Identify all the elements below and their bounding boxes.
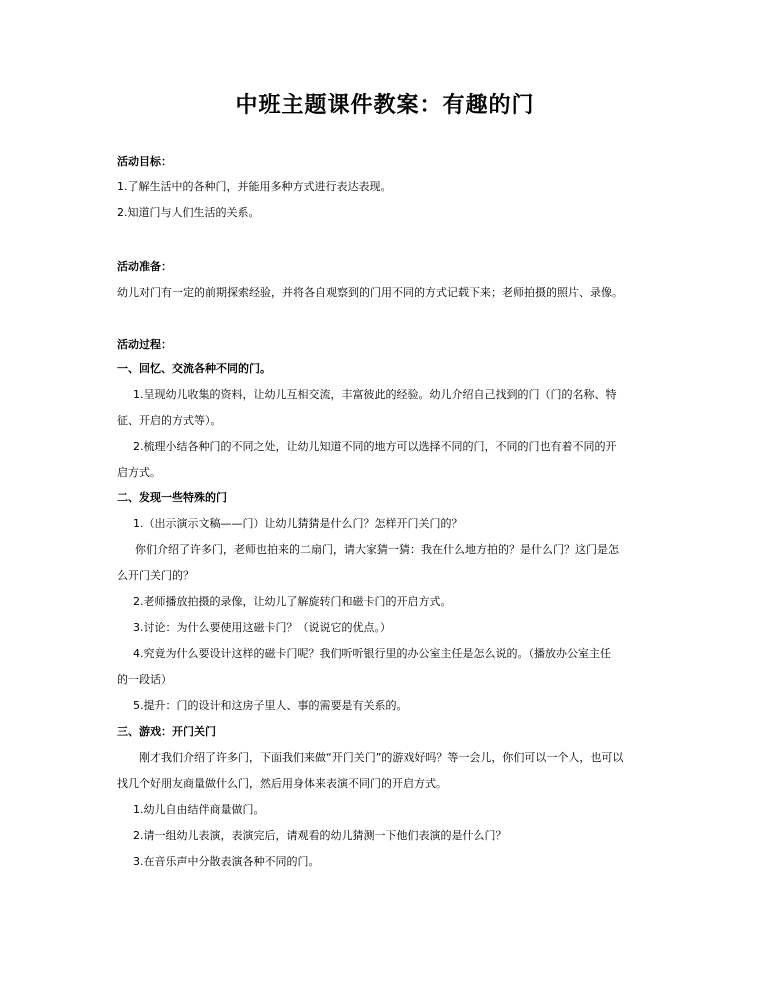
paragraph-line: 么开门关门的？ [117, 569, 194, 582]
paragraph-line: 1.（出示演示文稿——门）让幼儿猜猜是什么门？怎样开门关门的？ [133, 517, 463, 530]
goal-item: 1.了解生活中的各种门，并能用多种方式进行表达表现。 [117, 180, 392, 193]
goal-item: 2.知道门与人们生活的关系。 [117, 206, 260, 219]
paragraph-line: 征、开启的方式等）。 [117, 414, 222, 427]
paragraph-line: 3.讨论：为什么要使用这磁卡门？（说说它的优点。） [133, 621, 391, 634]
paragraph-line: 的一段话） [117, 673, 172, 686]
paragraph-line: 1.幼儿自由结伴商量做门。 [133, 803, 265, 816]
page-title: 中班主题课件教案：有趣的门 [235, 93, 535, 118]
paragraph-line: 刚才我们介绍了许多门，下面我们来做“开门关门”的游戏好吗？等一会儿，你们可以一个人，也可以 [139, 751, 624, 764]
paragraph-line: 3.在音乐声中分散表演各种不同的门。 [133, 855, 320, 868]
section-heading: 三、游戏：开门关门 [117, 725, 216, 738]
paragraph-line: 5.提升：门的设计和这房子里人、事的需要是有关系的。 [133, 699, 408, 712]
paragraph-line: 你们介绍了许多门，老师也拍来的二扇门，请大家猜一猜：我在什么地方拍的？是什么门？这门是怎 [135, 543, 619, 556]
goals-heading: 活动目标： [117, 155, 172, 168]
process-heading: 活动过程： [117, 338, 172, 351]
paragraph-line: 4.究竟为什么要设计这样的磁卡门呢？我们听听银行里的办公室主任是怎么说的。（播放办公室主任 [133, 647, 611, 660]
section-heading: 一、回忆、交流各种不同的门。 [117, 362, 271, 375]
prep-text: 幼儿对门有一定的前期探索经验，并将各自观察到的门用不同的方式记载下来；老师拍摄的照片、录像。 [117, 286, 623, 299]
paragraph-line: 2.请一组幼儿表演，表演完后，请观看的幼儿猜测一下他们表演的是什么门？ [133, 829, 507, 842]
paragraph-line: 找几个好朋友商量做什么门，然后用身体来表演不同门的开启方式。 [117, 777, 447, 790]
paragraph-line: 2.老师播放拍摄的录像，让幼儿了解旋转门和磁卡门的开启方式。 [133, 595, 452, 608]
paragraph-line: 2.梳理小结各种门的不同之处，让幼儿知道不同的地方可以选择不同的门，不同的门也有着不同的开 [133, 440, 617, 453]
prep-heading: 活动准备： [117, 260, 172, 273]
paragraph-line: 1.呈现幼儿收集的资料，让幼儿互相交流，丰富彼此的经验。幼儿介绍自己找到的门（门的名称、特 [133, 388, 617, 401]
section-heading: 二、发现一些特殊的门 [117, 491, 227, 504]
paragraph-line: 启方式。 [117, 466, 161, 479]
